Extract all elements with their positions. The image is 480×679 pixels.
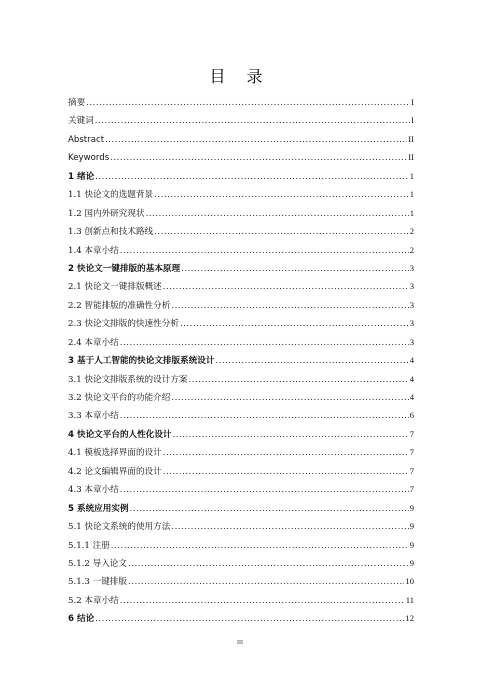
toc-entry-page-number: 10 bbox=[405, 576, 414, 587]
toc-entry-title: 5.2 本章小结 bbox=[68, 595, 119, 606]
toc-entry-page-number: 1 bbox=[409, 207, 414, 218]
toc-entry[interactable] bbox=[68, 185, 414, 203]
toc-entry[interactable] bbox=[68, 572, 414, 590]
toc-entry[interactable] bbox=[68, 425, 414, 443]
toc-entry[interactable] bbox=[68, 536, 414, 554]
toc-entry[interactable] bbox=[68, 277, 414, 295]
dot-leader bbox=[86, 94, 410, 112]
dot-leader bbox=[171, 518, 408, 536]
dot-leader bbox=[163, 444, 409, 462]
toc-entry-title: 3.1 快论文排版系统的设计方案 bbox=[68, 374, 188, 385]
toc-entry-page-number: 9 bbox=[409, 539, 414, 550]
toc-entry-title: 5.1 快论文系统的使用方法 bbox=[68, 522, 171, 533]
dot-leader bbox=[120, 592, 405, 610]
dot-leader bbox=[171, 297, 408, 315]
toc-entry-page-number: 3 bbox=[409, 281, 414, 292]
toc-entry-title: 5 系统应用实例 bbox=[68, 503, 129, 514]
toc-entry[interactable] bbox=[68, 388, 414, 406]
dot-leader bbox=[105, 131, 407, 149]
dot-leader bbox=[120, 242, 409, 260]
table-of-contents bbox=[68, 93, 414, 628]
toc-entry-page-number: 9 bbox=[409, 502, 414, 513]
dot-leader bbox=[120, 407, 409, 425]
toc-entry-page-number: 7 bbox=[409, 428, 414, 439]
toc-entry[interactable] bbox=[68, 314, 414, 332]
toc-entry-title: 2.2 智能排版的准确性分析 bbox=[68, 300, 171, 311]
dot-leader bbox=[154, 223, 409, 241]
toc-entry[interactable] bbox=[68, 296, 414, 314]
toc-entry[interactable] bbox=[68, 167, 414, 185]
toc-entry[interactable] bbox=[68, 130, 414, 148]
toc-entry-title: 1.2 国内外研究现状 bbox=[68, 208, 145, 219]
toc-entry-title: 摘要 bbox=[68, 98, 86, 108]
toc-entry-page-number: 6 bbox=[409, 410, 414, 421]
toc-entry[interactable] bbox=[68, 93, 414, 111]
toc-entry-title: 4.3 本章小结 bbox=[68, 485, 119, 496]
toc-entry-page-number: 2 bbox=[409, 244, 414, 255]
toc-entry[interactable] bbox=[68, 554, 414, 572]
toc-entry[interactable] bbox=[68, 222, 414, 240]
toc-entry[interactable] bbox=[68, 241, 414, 259]
toc-entry-title: 2 快论文一键排版的基本原理 bbox=[68, 263, 181, 274]
toc-entry-title: 2.1 快论文一键排版概述 bbox=[68, 282, 162, 293]
toc-entry[interactable] bbox=[68, 591, 414, 609]
toc-entry-title: 3.3 本章小结 bbox=[68, 411, 119, 422]
toc-entry-page-number: I bbox=[411, 97, 414, 107]
toc-entry-title: 3.2 快论文平台的功能介绍 bbox=[68, 393, 171, 403]
dot-leader bbox=[173, 426, 409, 444]
toc-heading: 目 录 bbox=[209, 67, 271, 86]
dot-leader bbox=[95, 610, 404, 628]
toc-entry-page-number: 2 bbox=[409, 226, 414, 237]
dot-leader bbox=[110, 149, 407, 167]
toc-entry-title: 5.1.1 注册 bbox=[68, 540, 110, 551]
toc-entry-title: 1.4 本章小结 bbox=[68, 245, 119, 256]
dot-leader bbox=[154, 186, 409, 204]
dot-leader bbox=[171, 389, 408, 407]
dot-leader bbox=[189, 371, 409, 389]
dot-leader bbox=[181, 260, 409, 278]
toc-entry[interactable] bbox=[68, 480, 414, 498]
toc-entry-page-number: 11 bbox=[405, 594, 414, 605]
toc-entry-page-number: 4 bbox=[409, 373, 414, 384]
toc-entry-page-number: 1 bbox=[409, 189, 414, 200]
toc-entry-title: Keywords bbox=[68, 153, 110, 164]
toc-entry-page-number: 4 bbox=[409, 355, 414, 366]
toc-entry-title: 6 结论 bbox=[68, 614, 95, 625]
toc-entry-title: 5.1.3 一键排版 bbox=[68, 577, 127, 588]
toc-entry[interactable] bbox=[68, 204, 414, 222]
toc-entry[interactable] bbox=[68, 111, 414, 129]
toc-entry[interactable] bbox=[68, 609, 414, 627]
toc-entry-page-number: 3 bbox=[409, 299, 414, 310]
toc-entry-title: 5.1.2 导入论文 bbox=[68, 558, 127, 569]
toc-entry-title: Abstract bbox=[68, 134, 105, 145]
toc-entry-title: 关键词 bbox=[68, 116, 94, 127]
toc-entry-page-number: 3 bbox=[409, 336, 414, 347]
dot-leader bbox=[111, 537, 409, 555]
toc-entry-page-number: 3 bbox=[409, 262, 414, 273]
page-number: III bbox=[237, 640, 243, 646]
toc-entry-title: 1.1 快论文的选题背景 bbox=[68, 190, 154, 201]
toc-entry-page-number: 7 bbox=[409, 447, 414, 458]
dot-leader bbox=[128, 555, 409, 573]
dot-leader bbox=[95, 112, 410, 130]
toc-entry[interactable] bbox=[68, 406, 414, 424]
toc-entry-page-number: 7 bbox=[409, 465, 414, 476]
toc-entry-title: 3 基于人工智能的快论文排版系统设计 bbox=[68, 356, 215, 367]
toc-entry[interactable] bbox=[68, 443, 414, 461]
toc-entry-page-number: 1 bbox=[409, 170, 414, 181]
toc-entry-title: 1 绪论 bbox=[68, 171, 95, 182]
toc-entry-title: 1.3 创新点和技术路线 bbox=[68, 227, 154, 238]
toc-entry-page-number: I bbox=[411, 115, 414, 126]
toc-entry[interactable] bbox=[68, 351, 414, 369]
toc-entry-page-number: II bbox=[408, 133, 414, 144]
toc-entry[interactable] bbox=[68, 333, 414, 351]
dot-leader bbox=[95, 168, 409, 186]
toc-entry-title: 2.4 本章小结 bbox=[68, 337, 119, 348]
toc-entry[interactable] bbox=[68, 370, 414, 388]
dot-leader bbox=[163, 463, 409, 481]
toc-entry[interactable] bbox=[68, 517, 414, 535]
dot-leader bbox=[128, 573, 404, 591]
toc-entry-title: 4 快论文平台的人性化设计 bbox=[68, 429, 172, 440]
toc-entry[interactable] bbox=[68, 259, 414, 277]
toc-entry[interactable] bbox=[68, 148, 414, 166]
toc-entry-page-number: 9 bbox=[409, 557, 414, 568]
dot-leader bbox=[163, 278, 409, 296]
toc-entry-title: 2.3 快论文排版的快速性分析 bbox=[68, 319, 179, 330]
toc-entry-title: 4.1 模板选择界面的设计 bbox=[68, 448, 162, 459]
dot-leader bbox=[120, 334, 409, 352]
toc-entry-page-number: 7 bbox=[409, 484, 414, 495]
toc-entry-page-number: 9 bbox=[409, 521, 414, 532]
toc-entry-page-number: 12 bbox=[405, 613, 414, 624]
dot-leader bbox=[130, 500, 409, 518]
dot-leader bbox=[146, 205, 409, 223]
toc-entry-page-number: 4 bbox=[409, 392, 414, 402]
toc-entry[interactable] bbox=[68, 499, 414, 517]
toc-entry-page-number: II bbox=[408, 152, 414, 163]
toc-entry-title: 4.2 论文编辑界面的设计 bbox=[68, 466, 162, 477]
dot-leader bbox=[180, 315, 409, 333]
toc-entry-page-number: 3 bbox=[409, 318, 414, 329]
dot-leader bbox=[120, 481, 409, 499]
dot-leader bbox=[215, 352, 408, 370]
toc-entry[interactable] bbox=[68, 462, 414, 480]
